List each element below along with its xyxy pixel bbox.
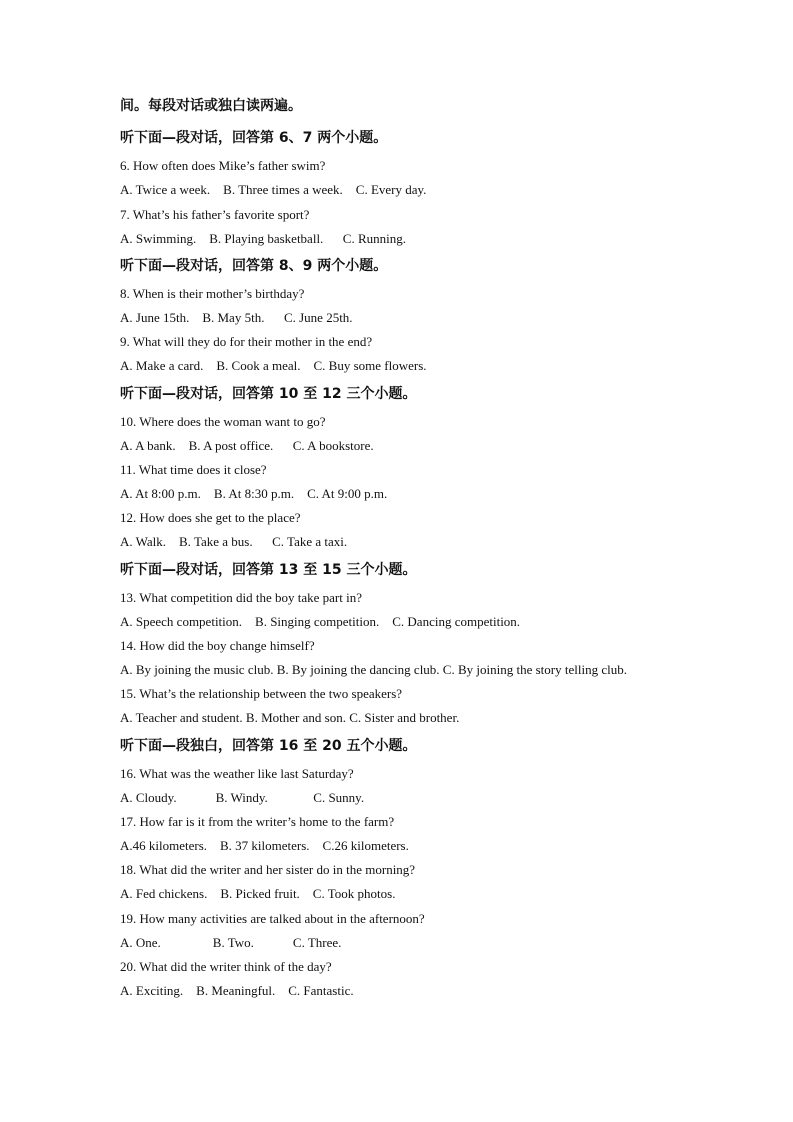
question-line: 12. How does she get to the place? [120, 510, 301, 525]
options-line: A. June 15th. B. May 5th. C. June 25th. [120, 310, 353, 325]
options-line: A. By joining the music club. B. By joining the dancing club. C. By joining the story telling club. [120, 662, 627, 677]
options-line: A. A bank. B. A post office. C. A bookstore. [120, 438, 374, 453]
question-line: 8. When is their mother’s birthday? [120, 286, 305, 301]
options-line: A. Cloudy. B. Windy. C. Sunny. [120, 790, 365, 805]
options-line: A. Swimming. B. Playing basketball. C. Running. [120, 231, 407, 246]
options-line: A. Teacher and student. B. Mother and son. C. Sister and brother. [120, 710, 460, 725]
question-line: 16. What was the weather like last Saturday? [120, 766, 354, 781]
question-line: 19. How many activities are talked about in the afternoon? [120, 911, 425, 926]
options-line: A. Speech competition. B. Singing competition. C. Dancing competition. [120, 614, 521, 629]
section-heading: 听下面—段对话，回答第 6、7 两个小题。 [120, 130, 388, 146]
question-line: 6. How often does Mike’s father swim? [120, 158, 326, 173]
section-heading: 听下面—段对话，回答第 8、9 两个小题。 [120, 258, 388, 274]
question-line: 14. How did the boy change himself? [120, 638, 315, 653]
question-line: 15. What’s the relationship between the two speakers? [120, 686, 403, 701]
question-line: 18. What did the writer and her sister do in the morning? [120, 862, 416, 877]
intro-fragment: 间。每段对话或独白读两遍。 [120, 98, 302, 114]
question-line: 9. What will they do for their mother in the end? [120, 334, 373, 349]
options-line: A.46 kilometers. B. 37 kilometers. C.26 kilometers. [120, 838, 409, 853]
question-line: 20. What did the writer think of the day? [120, 959, 332, 974]
options-line: A. Walk. B. Take a bus. C. Take a taxi. [120, 534, 348, 549]
question-line: 13. What competition did the boy take part in? [120, 590, 363, 605]
section-heading: 听下面—段对话，回答第 10 至 12 三个小题。 [120, 386, 417, 402]
options-line: A. At 8:00 p.m. B. At 8:30 p.m. C. At 9:00 p.m. [120, 486, 388, 501]
question-line: 17. How far is it from the writer’s home to the farm? [120, 814, 395, 829]
options-line: A. One. B. Two. C. Three. [120, 935, 342, 950]
options-line: A. Twice a week. B. Three times a week. C. Every day. [120, 182, 427, 197]
question-line: 7. What’s his father’s favorite sport? [120, 207, 310, 222]
section-heading: 听下面—段独白，回答第 16 至 20 五个小题。 [120, 738, 417, 754]
section-heading: 听下面—段对话，回答第 13 至 15 三个小题。 [120, 562, 417, 578]
options-line: A. Make a card. B. Cook a meal. C. Buy some flowers. [120, 358, 427, 373]
question-line: 10. Where does the woman want to go? [120, 414, 326, 429]
options-line: A. Exciting. B. Meaningful. C. Fantastic. [120, 983, 354, 998]
options-line: A. Fed chickens. B. Picked fruit. C. Took photos. [120, 886, 396, 901]
question-line: 11. What time does it close? [120, 462, 267, 477]
